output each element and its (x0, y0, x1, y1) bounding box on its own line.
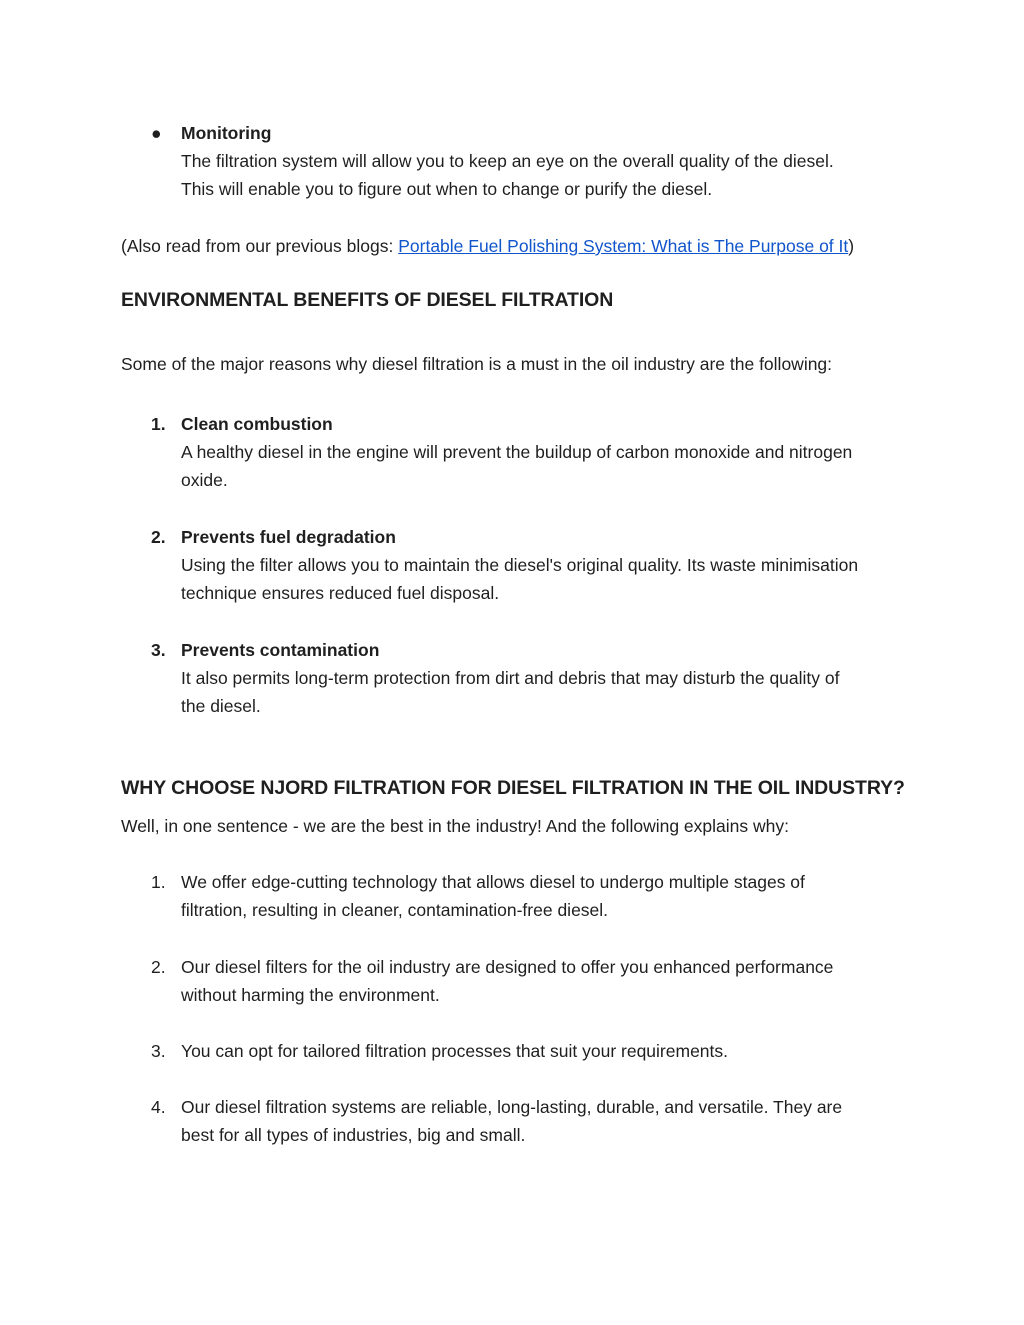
list-item-text-line: It also permits long-term protection from dirt and debris that may disturb the quality of (181, 668, 840, 688)
list-item-text-line: the diesel. (181, 696, 261, 716)
monitoring-text-line: The filtration system will allow you to keep an eye on the overall quality of the diesel. (181, 151, 834, 171)
also-read-suffix: ) (848, 236, 855, 256)
list-number: 3. (151, 1041, 166, 1061)
section-heading-why-choose: WHY CHOOSE NJORD FILTRATION FOR DIESEL FILTRATION IN THE OIL INDUSTRY? (121, 777, 905, 799)
monitoring-title: Monitoring (181, 123, 272, 143)
list-item-text-line: Our diesel filtration systems are reliable, long-lasting, durable, and versatile. They are (181, 1097, 843, 1117)
list-item-title: Prevents contamination (181, 640, 380, 660)
also-read-paragraph (121, 232, 854, 260)
why-choose-intro: Well, in one sentence - we are the best in the industry! And the following explains why: (121, 816, 789, 836)
list-item-text-line: technique ensures reduced fuel disposal. (181, 583, 500, 603)
list-item-text-line: Our diesel filters for the oil industry are designed to offer you enhanced performance (181, 957, 834, 977)
section-heading-environmental: ENVIRONMENTAL BENEFITS OF DIESEL FILTRATION (121, 289, 614, 311)
list-number: 2. (151, 957, 166, 977)
list-item-title: Prevents fuel degradation (181, 527, 396, 547)
list-item-text-line: Using the filter allows you to maintain the diesel's original quality. Its waste minimisation (181, 555, 859, 575)
bullet-marker: ● (151, 123, 162, 143)
also-read-prefix: (Also read from our previous blogs: (121, 236, 399, 256)
list-item-text-line: best for all types of industries, big and small. (181, 1125, 526, 1145)
blog-link[interactable]: Portable Fuel Polishing System: What is The Purpose of It (398, 236, 849, 256)
list-item-text-line: You can opt for tailored filtration processes that suit your requirements. (181, 1041, 729, 1061)
environmental-intro: Some of the major reasons why diesel filtration is a must in the oil industry are the following: (121, 354, 833, 374)
list-item-text-line: A healthy diesel in the engine will prevent the buildup of carbon monoxide and nitrogen (181, 442, 853, 462)
monitoring-text-line: This will enable you to figure out when to change or purify the diesel. (181, 179, 713, 199)
list-number: 3. (151, 640, 166, 660)
list-item-text-line: oxide. (181, 470, 228, 490)
list-number: 2. (151, 527, 166, 547)
list-item-text-line: We offer edge-cutting technology that allows diesel to undergo multiple stages of (181, 872, 805, 892)
list-item-text-line: filtration, resulting in cleaner, contamination-free diesel. (181, 900, 609, 920)
list-item-title: Clean combustion (181, 414, 333, 434)
list-item-text-line: without harming the environment. (181, 985, 440, 1005)
list-number: 1. (151, 414, 166, 434)
list-number: 4. (151, 1097, 166, 1117)
list-number: 1. (151, 872, 166, 892)
